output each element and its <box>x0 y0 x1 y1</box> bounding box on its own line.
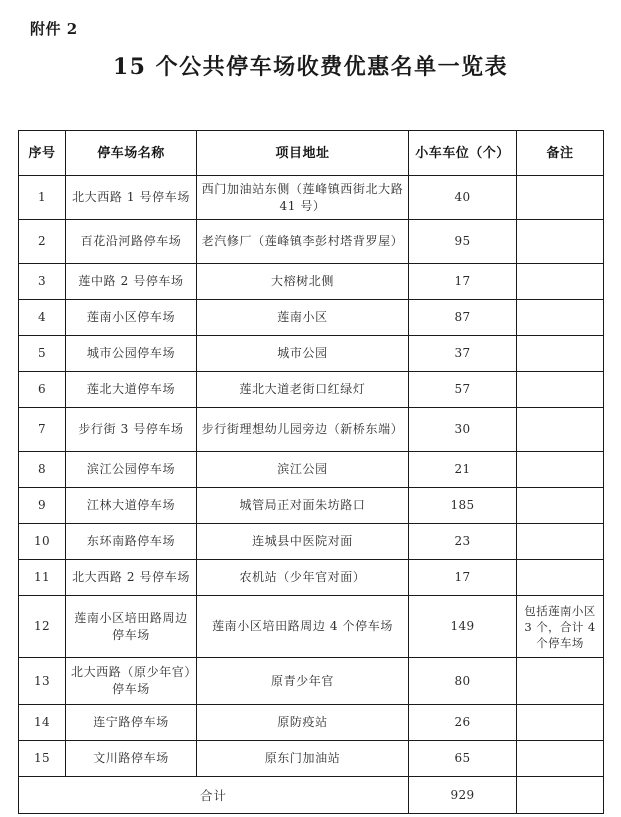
parking-table-container <box>18 130 603 814</box>
cell-index: 9 <box>19 488 66 524</box>
cell-name: 莲南小区停车场 <box>66 300 197 336</box>
cell-index: 1 <box>19 176 66 220</box>
cell-name: 莲北大道停车场 <box>66 372 197 408</box>
column-header-index: 序号 <box>19 131 66 176</box>
table-row <box>19 705 604 741</box>
cell-slots: 149 <box>409 596 517 658</box>
cell-address: 城管局正对面朱坊路口 <box>197 488 409 524</box>
cell-slots: 21 <box>409 452 517 488</box>
cell-note <box>517 705 604 741</box>
cell-index: 10 <box>19 524 66 560</box>
table-header-row <box>19 131 604 176</box>
cell-index: 11 <box>19 560 66 596</box>
cell-slots: 80 <box>409 658 517 705</box>
cell-name: 文川路停车场 <box>66 741 197 777</box>
cell-slots: 185 <box>409 488 517 524</box>
cell-index: 14 <box>19 705 66 741</box>
column-header-note: 备注 <box>517 131 604 176</box>
cell-note <box>517 658 604 705</box>
table-body <box>19 176 604 777</box>
table-row <box>19 452 604 488</box>
cell-note <box>517 488 604 524</box>
cell-address: 连城县中医院对面 <box>197 524 409 560</box>
total-label: 合计 <box>19 777 409 814</box>
cell-address: 西门加油站东侧（莲峰镇西街北大路 41 号） <box>197 176 409 220</box>
cell-note <box>517 741 604 777</box>
cell-note <box>517 524 604 560</box>
cell-name: 连宁路停车场 <box>66 705 197 741</box>
cell-note <box>517 176 604 220</box>
cell-note <box>517 300 604 336</box>
cell-address: 步行街理想幼儿园旁边（新桥东端） <box>197 408 409 452</box>
cell-index: 3 <box>19 264 66 300</box>
cell-note: 包括莲南小区 3 个，合计 4 个停车场 <box>517 596 604 658</box>
cell-slots: 57 <box>409 372 517 408</box>
cell-address: 原防疫站 <box>197 705 409 741</box>
cell-note <box>517 264 604 300</box>
parking-lot-table <box>18 130 604 814</box>
cell-note <box>517 372 604 408</box>
cell-address: 原青少年官 <box>197 658 409 705</box>
cell-index: 15 <box>19 741 66 777</box>
page-title: 15 个公共停车场收费优惠名单一览表 <box>112 54 509 80</box>
column-header-slots: 小车车位（个） <box>409 131 517 176</box>
table-row <box>19 741 604 777</box>
cell-name: 江林大道停车场 <box>66 488 197 524</box>
table-footer <box>19 777 604 814</box>
table-row <box>19 176 604 220</box>
table-row <box>19 300 604 336</box>
cell-note <box>517 408 604 452</box>
cell-note <box>517 220 604 264</box>
cell-slots: 40 <box>409 176 517 220</box>
column-header-name: 停车场名称 <box>66 131 197 176</box>
cell-index: 2 <box>19 220 66 264</box>
cell-name: 步行街 3 号停车场 <box>66 408 197 452</box>
cell-address: 莲北大道老街口红绿灯 <box>197 372 409 408</box>
cell-note <box>517 560 604 596</box>
cell-note <box>517 336 604 372</box>
cell-index: 13 <box>19 658 66 705</box>
table-row <box>19 560 604 596</box>
cell-name: 东环南路停车场 <box>66 524 197 560</box>
cell-index: 4 <box>19 300 66 336</box>
cell-name: 莲中路 2 号停车场 <box>66 264 197 300</box>
cell-name: 北大西路（原少年官）停车场 <box>66 658 197 705</box>
cell-slots: 26 <box>409 705 517 741</box>
table-row <box>19 372 604 408</box>
cell-index: 6 <box>19 372 66 408</box>
table-row <box>19 488 604 524</box>
table-header <box>19 131 604 176</box>
cell-address: 大榕树北侧 <box>197 264 409 300</box>
table-total-row <box>19 777 604 814</box>
attachment-label: 附件 2 <box>30 20 78 38</box>
cell-address: 滨江公园 <box>197 452 409 488</box>
cell-slots: 23 <box>409 524 517 560</box>
table-row <box>19 524 604 560</box>
column-header-address: 项目地址 <box>197 131 409 176</box>
cell-slots: 37 <box>409 336 517 372</box>
cell-slots: 65 <box>409 741 517 777</box>
cell-address: 农机站（少年官对面） <box>197 560 409 596</box>
table-row <box>19 658 604 705</box>
cell-index: 12 <box>19 596 66 658</box>
cell-address: 莲南小区 <box>197 300 409 336</box>
cell-slots: 17 <box>409 560 517 596</box>
cell-index: 7 <box>19 408 66 452</box>
cell-name: 莲南小区培田路周边停车场 <box>66 596 197 658</box>
cell-name: 百花沿河路停车场 <box>66 220 197 264</box>
table-row <box>19 336 604 372</box>
cell-slots: 95 <box>409 220 517 264</box>
cell-name: 城市公园停车场 <box>66 336 197 372</box>
cell-slots: 87 <box>409 300 517 336</box>
cell-note <box>517 452 604 488</box>
cell-address: 城市公园 <box>197 336 409 372</box>
cell-address: 莲南小区培田路周边 4 个停车场 <box>197 596 409 658</box>
cell-index: 5 <box>19 336 66 372</box>
cell-address: 老汽修厂（莲峰镇李彭村塔背罗屋） <box>197 220 409 264</box>
table-row <box>19 408 604 452</box>
cell-name: 北大西路 1 号停车场 <box>66 176 197 220</box>
total-note <box>517 777 604 814</box>
cell-slots: 17 <box>409 264 517 300</box>
total-slots: 929 <box>409 777 517 814</box>
cell-address: 原东门加油站 <box>197 741 409 777</box>
cell-name: 北大西路 2 号停车场 <box>66 560 197 596</box>
cell-index: 8 <box>19 452 66 488</box>
table-row <box>19 596 604 658</box>
table-row <box>19 264 604 300</box>
table-row <box>19 220 604 264</box>
cell-name: 滨江公园停车场 <box>66 452 197 488</box>
cell-slots: 30 <box>409 408 517 452</box>
